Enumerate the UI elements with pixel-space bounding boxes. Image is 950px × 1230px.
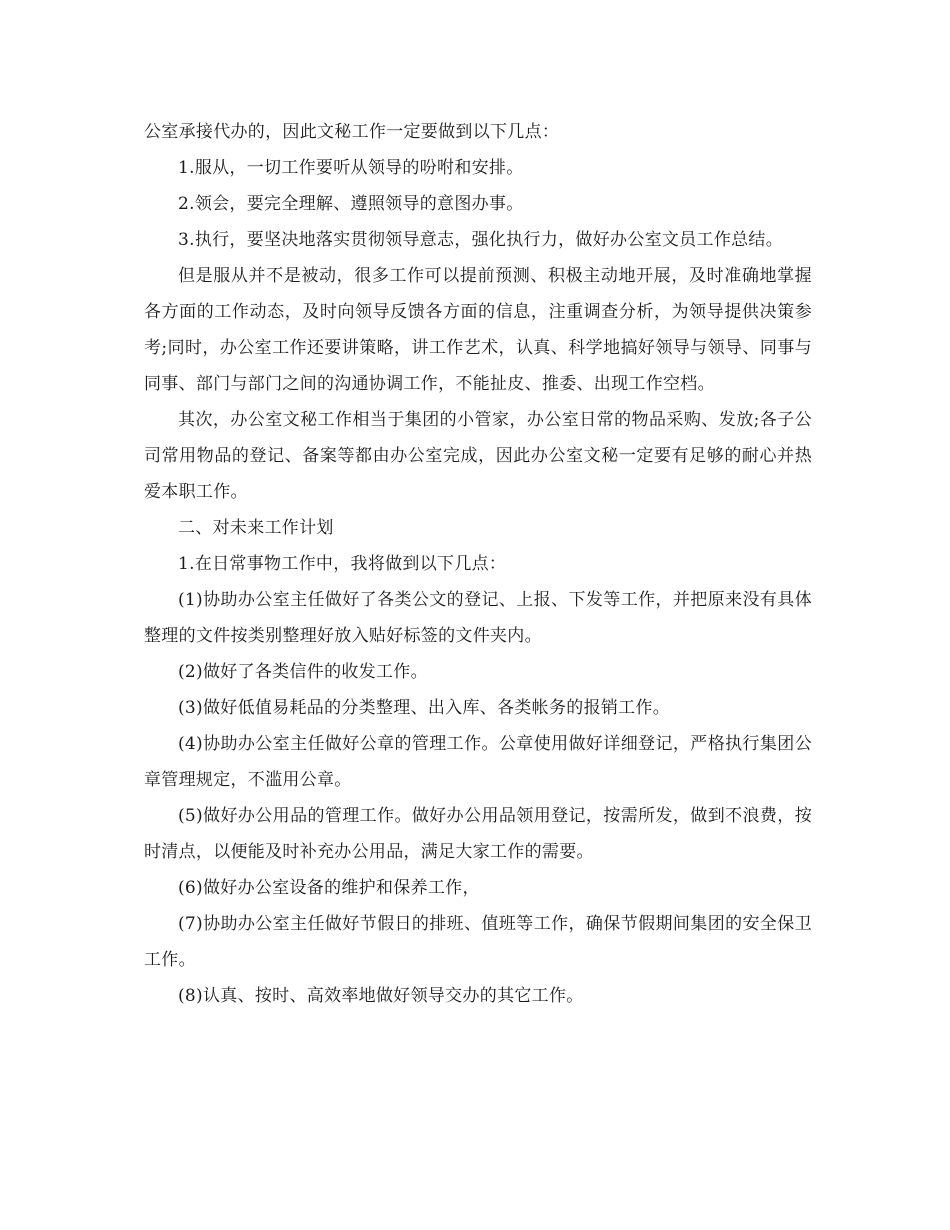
paragraph-continuation: 公室承接代办的，因此文秘工作一定要做到以下几点： [144, 122, 560, 142]
section-heading-future-plan: 二、对未来工作计划 [178, 518, 334, 538]
plan-item-4: (4)协助办公室主任做好公章的管理工作。公章使用做好详细登记，严格执行集团公章管理规定，不滥用公章。 [144, 734, 812, 790]
plan-item-1: (1)协助办公室主任做好了各类公文的登记、上报、下发等工作，并把原来没有具体整理的文件按类别整理好放入贴好标签的文件夹内。 [144, 590, 812, 646]
plan-item-5: (5)做好办公用品的管理工作。做好办公用品领用登记，按需所发，做到不浪费，按时清点，以便能及时补充办公用品，满足大家工作的需要。 [144, 806, 812, 862]
paragraph-housekeeper: 其次，办公室文秘工作相当于集团的小管家，办公室日常的物品采购、发放;各子公司常用物品的登记、备案等都由办公室完成，因此办公室文秘一定要有足够的耐心并热爱本职工作。 [144, 410, 812, 502]
list-item-execute: 3.执行，要坚决地落实贯彻领导意志，强化执行力，做好办公室文员工作总结。 [178, 230, 784, 250]
paragraph-proactive: 但是服从并不是被动，很多工作可以提前预测、积极主动地开展，及时准确地掌握各方面的工作动态，及时向领导反馈各方面的信息，注重调查分析，为领导提供决策参考;同时，办公室工作还要讲策略，讲工作艺术，认真、科学地搞好领导与领导、同事与同事、部门与部门之间的沟通协调工作，不能扯皮、推委、出现工作空档。 [144, 266, 812, 394]
subsection-heading-daily-work: 1.在日常事物工作中，我将做到以下几点： [178, 554, 507, 574]
list-item-comprehend: 2.领会，要完全理解、遵照领导的意图办事。 [178, 194, 524, 214]
plan-item-8: (8)认真、按时、高效率地做好领导交办的其它工作。 [178, 986, 584, 1006]
plan-item-2: (2)做好了各类信件的收发工作。 [178, 662, 428, 682]
document-body [144, 114, 812, 1014]
plan-item-6: (6)做好办公室设备的维护和保养工作， [178, 878, 480, 898]
plan-item-7: (7)协助办公室主任做好节假日的排班、值班等工作，确保节假期间集团的安全保卫工作。 [144, 914, 812, 970]
list-item-obey: 1.服从，一切工作要听从领导的吩咐和安排。 [178, 158, 524, 178]
plan-item-3: (3)做好低值易耗品的分类整理、出入库、各类帐务的报销工作。 [178, 698, 671, 718]
